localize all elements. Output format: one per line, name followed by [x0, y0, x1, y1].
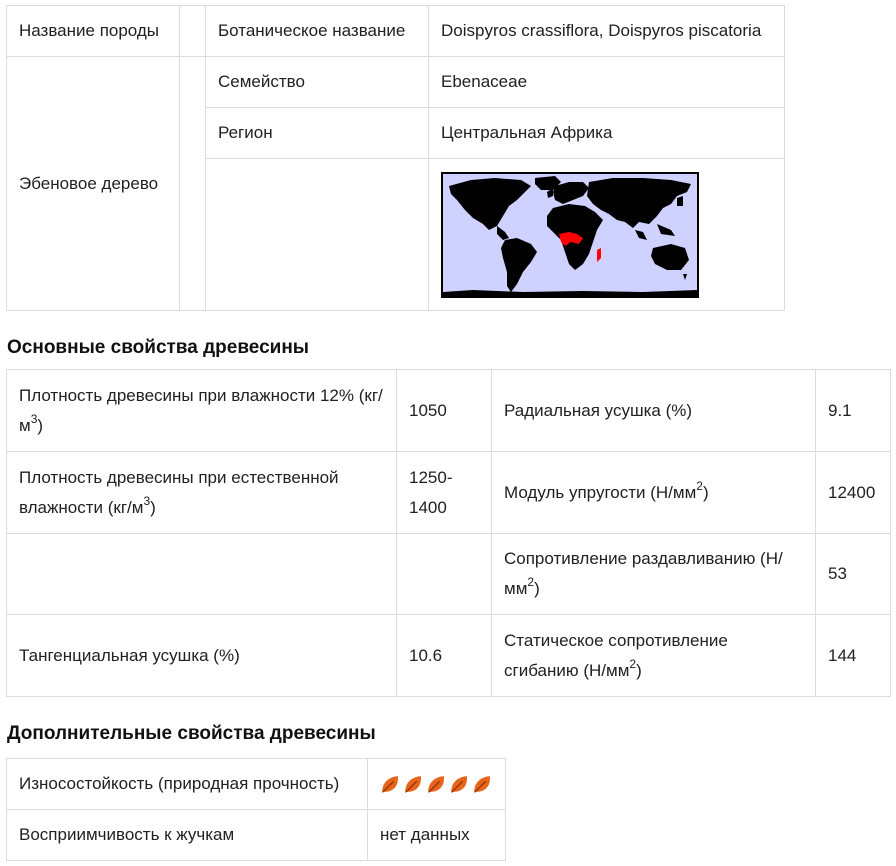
crush-value: 53 — [816, 534, 891, 615]
region-label: Регион — [206, 108, 429, 159]
species-table — [6, 5, 785, 311]
spacer-cell — [180, 6, 206, 57]
tangential-label: Тангенциальная усушка (%) — [7, 615, 397, 697]
family-label: Семейство — [206, 57, 429, 108]
empty-cell — [206, 159, 429, 311]
leaf-icon — [426, 774, 447, 795]
bending-label: Статическое сопротивление сгибанию $(Н/мм^2)$ — [492, 615, 816, 697]
radial-label: Радиальная усушка (%) — [492, 370, 816, 452]
region-value: Центральная Африка — [429, 108, 785, 159]
botanical-label: Ботаническое название — [206, 6, 429, 57]
empty-cell — [7, 534, 397, 615]
durability-label: Износостойкость (природная прочность) — [7, 759, 368, 810]
empty-cell — [397, 534, 492, 615]
breed-label: Название породы — [7, 6, 180, 57]
density-natural-label: Плотность древесины при естественной влажности $(кг/м^3)$ — [7, 452, 397, 534]
durability-rating — [368, 759, 506, 810]
density-12-value: 1050 — [397, 370, 492, 452]
botanical-value: Doispyros crassiflora, Doispyros piscatoria — [429, 6, 785, 57]
world-map-image — [441, 172, 699, 298]
basic-properties-table — [6, 369, 891, 697]
elasticity-label: Модуль упругости $(Н/мм^2)$ — [492, 452, 816, 534]
density-12-label: Плотность древесины при влажности 12% $(кг/м^3)$ — [7, 370, 397, 452]
radial-value: 9.1 — [816, 370, 891, 452]
crush-label: Сопротивление раздавливанию $(Н/мм^2)$ — [492, 534, 816, 615]
density-natural-value: 1250-1400 — [397, 452, 492, 534]
breed-name: Эбеновое дерево — [7, 57, 180, 311]
beetles-value: нет данных — [368, 810, 506, 861]
leaf-icon — [403, 774, 424, 795]
tangential-value: 10.6 — [397, 615, 492, 697]
leaf-icon — [472, 774, 493, 795]
spacer-cell — [180, 57, 206, 311]
elasticity-value: 12400 — [816, 452, 891, 534]
beetles-label: Восприимчивость к жучкам — [7, 810, 368, 861]
bending-value: 144 — [816, 615, 891, 697]
basic-properties-heading: Основные свойства древесины — [7, 337, 310, 358]
durability-leaf-rating — [380, 774, 493, 795]
leaf-icon — [380, 774, 401, 795]
leaf-icon — [449, 774, 470, 795]
map-cell — [429, 159, 785, 311]
extra-properties-table — [6, 758, 506, 861]
extra-properties-heading: Дополнительные свойства древесины — [7, 723, 376, 744]
family-value: Ebenaceae — [429, 57, 785, 108]
